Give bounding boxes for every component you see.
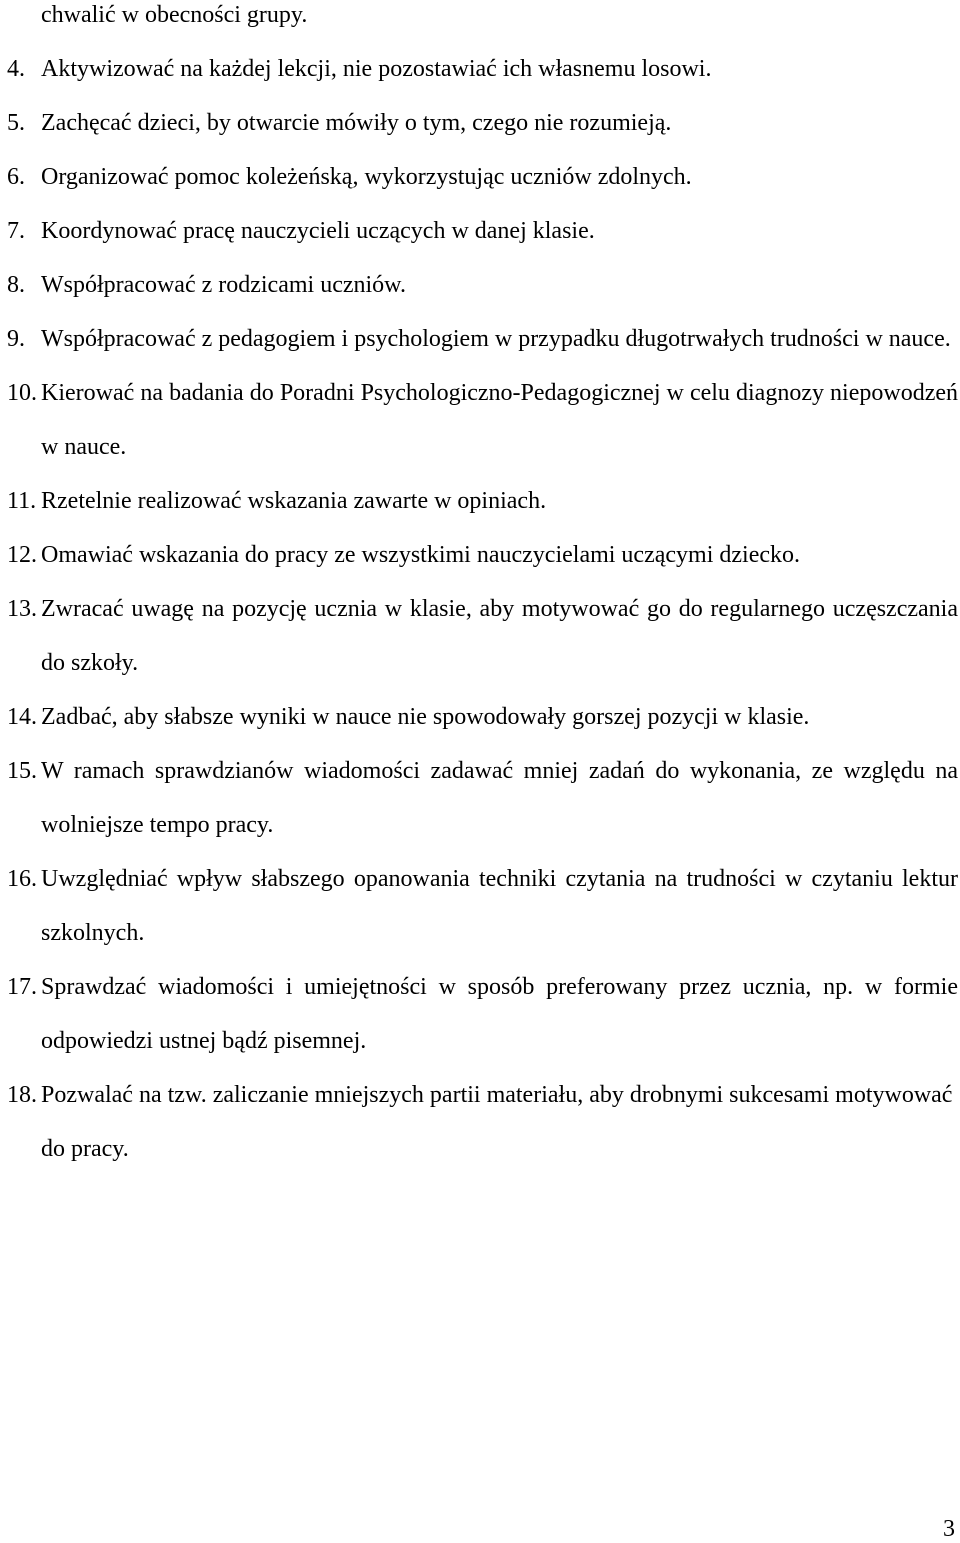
item-number: 18.	[7, 1082, 37, 1108]
list-item	[0, 852, 960, 960]
item-number: 13.	[7, 596, 37, 622]
list-item	[0, 204, 960, 258]
item-number: 4.	[7, 56, 25, 82]
list-item	[0, 96, 960, 150]
list-item	[0, 366, 960, 474]
list-item	[0, 960, 960, 1068]
list-item	[0, 42, 960, 96]
item-text: Koordynować pracę nauczycieli uczących w danej klasie.	[41, 218, 595, 244]
item-text: Organizować pomoc koleżeńską, wykorzystując uczniów zdolnych.	[41, 164, 692, 190]
item-text: Uwzględniać wpływ słabszego opanowania techniki czytania na trudności w czytaniu lektur szkolnych.	[41, 866, 958, 946]
item-text: Pozwalać na tzw. zaliczanie mniejszych partii materiału, aby drobnymi sukcesami motywować do pracy.	[41, 1082, 953, 1162]
item-number: 8.	[7, 272, 25, 298]
list-item	[0, 312, 960, 366]
list-item	[0, 474, 960, 528]
item-text: Zwracać uwagę na pozycję ucznia w klasie, aby motywować go do regularnego uczęszczania do szkoły.	[41, 596, 958, 676]
continuation-line	[0, 0, 960, 42]
item-text: Rzetelnie realizować wskazania zawarte w opiniach.	[41, 488, 547, 514]
list-item	[0, 582, 960, 690]
list-item	[0, 1068, 960, 1176]
item-number: 5.	[7, 110, 25, 136]
item-text: Kierować na badania do Poradni Psychologiczno-Pedagogicznej w celu diagnozy niepowodzeń w nauce.	[41, 380, 958, 460]
item-number: 11.	[7, 488, 37, 514]
item-number: 12.	[7, 542, 37, 568]
page-number: 3	[943, 1516, 955, 1542]
item-number: 10.	[7, 380, 37, 406]
item-number: 16.	[7, 866, 37, 892]
item-number: 15.	[7, 758, 37, 784]
item-number: 6.	[7, 164, 25, 190]
item-text: Współpracować z rodzicami uczniów.	[41, 272, 406, 298]
list-item	[0, 690, 960, 744]
list-item	[0, 258, 960, 312]
item-number: 17.	[7, 974, 37, 1000]
item-text: Zadbać, aby słabsze wyniki w nauce nie spowodowały gorszej pozycji w klasie.	[41, 704, 810, 730]
continuation-text: chwalić w obecności grupy.	[41, 2, 308, 28]
list-item	[0, 150, 960, 204]
item-number: 7.	[7, 218, 25, 244]
item-text: Omawiać wskazania do pracy ze wszystkimi nauczycielami uczącymi dziecko.	[41, 542, 800, 568]
list-item	[0, 528, 960, 582]
item-text: Zachęcać dzieci, by otwarcie mówiły o tym, czego nie rozumieją.	[41, 110, 672, 136]
item-text: Aktywizować na każdej lekcji, nie pozostawiać ich własnemu losowi.	[41, 56, 712, 82]
item-number: 9.	[7, 326, 25, 352]
item-number: 14.	[7, 704, 37, 730]
list-item	[0, 744, 960, 852]
item-text: Współpracować z pedagogiem i psychologiem w przypadku długotrwałych trudności w nauce.	[41, 326, 951, 352]
item-text: W ramach sprawdzianów wiadomości zadawać mniej zadań do wykonania, ze względu na wolniejsze tempo pracy.	[41, 758, 958, 838]
item-text: Sprawdzać wiadomości i umiejętności w sposób preferowany przez ucznia, np. w formie odpowiedzi ustnej bądź pisemnej.	[41, 974, 958, 1054]
